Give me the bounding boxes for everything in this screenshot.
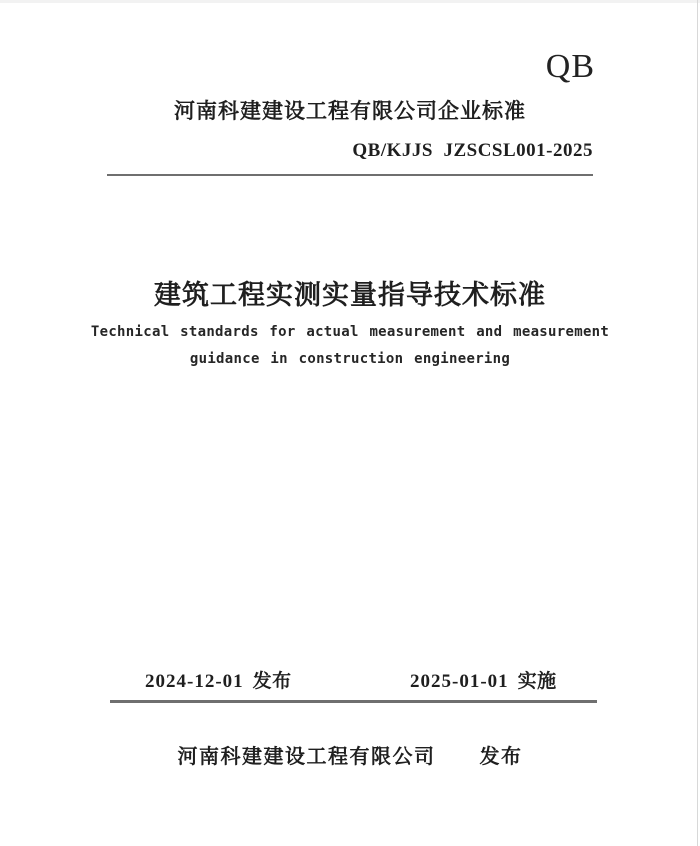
document-title-zh: 建筑工程实测实量指导技术标准 <box>154 280 546 310</box>
publisher-row <box>0 744 700 770</box>
publish-label: 发布 <box>479 746 523 768</box>
issue-date: 2024-12-01 <box>145 671 244 692</box>
implement-label: 实施 <box>517 671 557 692</box>
page-right-edge <box>697 0 698 846</box>
page-top-edge <box>0 0 700 3</box>
enterprise-standard-header: 河南科建建设工程有限公司企业标准 <box>174 99 526 123</box>
qb-classification-mark: QB <box>545 48 595 85</box>
publisher-name: 河南科建建设工程有限公司 <box>177 746 436 768</box>
implement-date-group <box>410 671 557 694</box>
document-title-en-line2: guidance in construction engineering <box>189 351 511 367</box>
document-title-en-line1: Technical standards for actual measurement and measurement <box>90 324 610 340</box>
standard-code: QB/KJJS JZSCSL001-2025 <box>352 140 593 161</box>
implement-date: 2025-01-01 <box>410 671 509 692</box>
header-rule <box>107 174 593 176</box>
issue-date-group <box>145 671 292 694</box>
issue-label: 发布 <box>252 671 292 692</box>
footer-rule <box>110 700 597 703</box>
